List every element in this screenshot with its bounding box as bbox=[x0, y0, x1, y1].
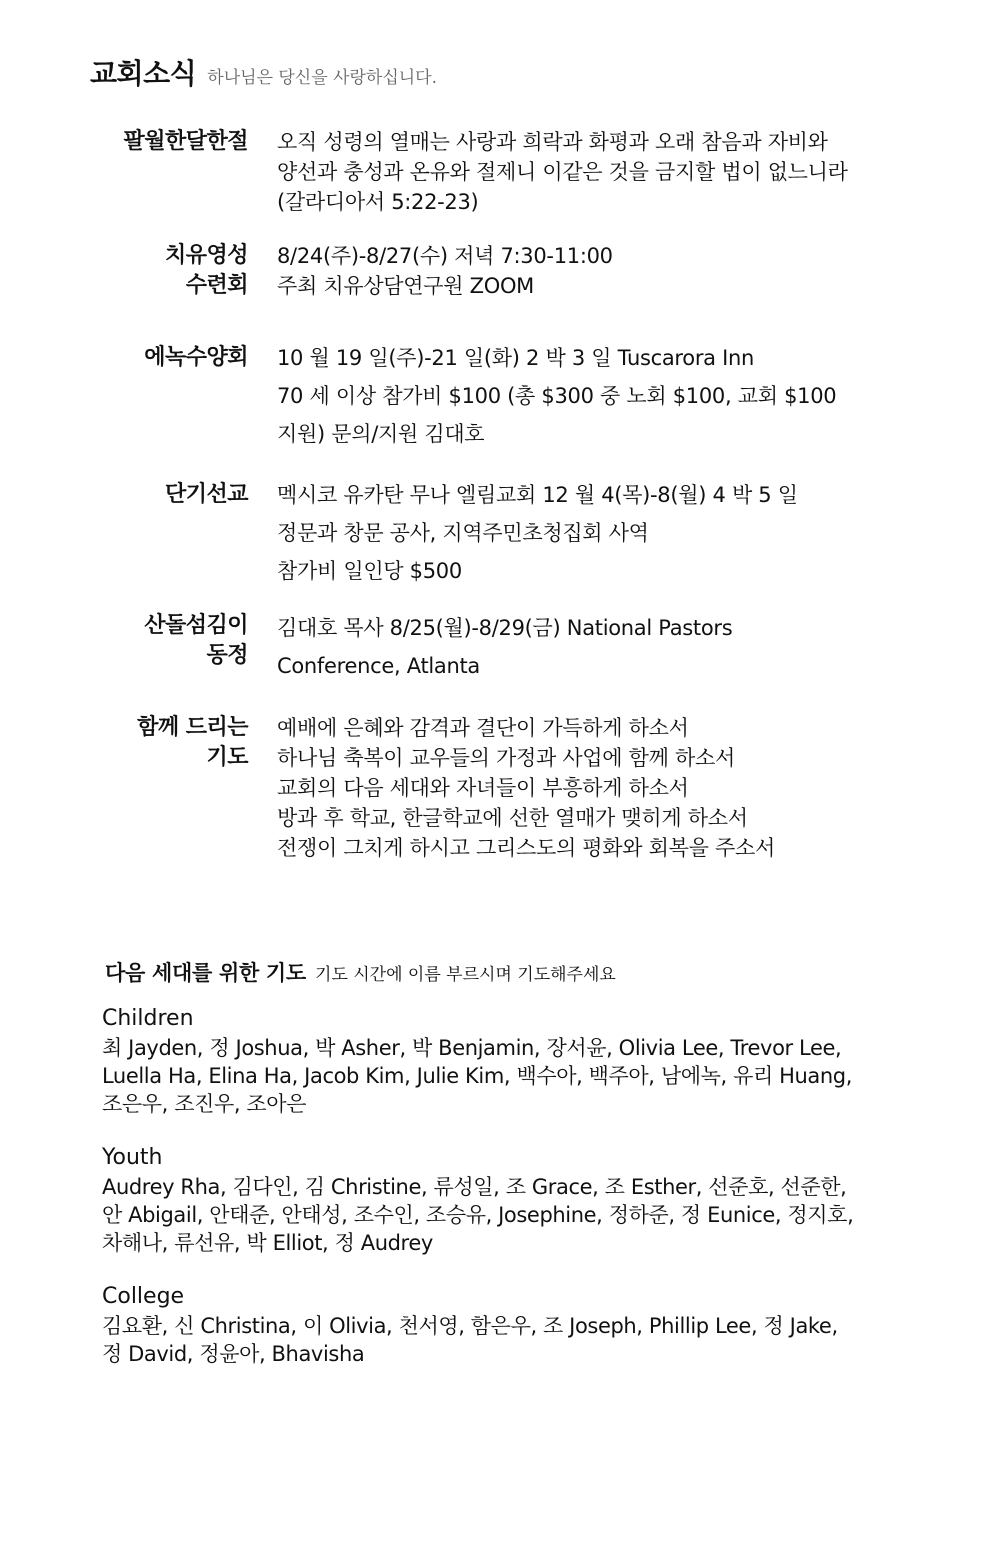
section-line: 예배에 은혜와 감격과 결단이 가득하게 하소서 bbox=[277, 716, 689, 740]
section-label bbox=[165, 480, 248, 510]
section-line: 멕시코 유카탄 무나 엘림교회 12 월 4(목)-8(월) 4 박 5 일 bbox=[277, 483, 798, 507]
page-subtitle: 하나님은 당신을 사랑하십니다. bbox=[207, 68, 437, 88]
names-line: Luella Ha, Elina Ha, Jacob Kim, Julie Kim, 백수아, 백주아, 남에녹, 유리 Huang, bbox=[102, 1064, 852, 1088]
names-line: 차해나, 류선유, 박 Elliot, 정 Audrey bbox=[102, 1231, 433, 1255]
prayer-header bbox=[105, 957, 616, 987]
section-label-line: 팔월한달한절 bbox=[123, 129, 248, 154]
group-title: Children bbox=[102, 1006, 194, 1031]
section-line: 참가비 일인당 $500 bbox=[277, 559, 462, 583]
section-line: 정문과 창문 공사, 지역주민초청집회 사역 bbox=[277, 521, 649, 545]
section-label-line: 치유영성 bbox=[164, 243, 248, 268]
section-label bbox=[144, 611, 248, 671]
section-line: 교회의 다음 세대와 자녀들이 부흥하게 하소서 bbox=[277, 776, 689, 800]
prayer-subtitle: 기도 시간에 이름 부르시며 기도해주세요 bbox=[315, 965, 616, 985]
group-title: Youth bbox=[102, 1145, 163, 1170]
section-label-line: 기도 bbox=[206, 745, 248, 770]
section-body bbox=[277, 241, 977, 301]
section-label bbox=[123, 127, 248, 157]
section-line: 방과 후 학교, 한글학교에 선한 열매가 맺히게 하소서 bbox=[277, 806, 748, 830]
section-line: (갈라디아서 5:22-23) bbox=[277, 190, 479, 214]
section-label-line: 산돌섬김이 bbox=[144, 613, 248, 638]
section-body bbox=[277, 127, 977, 217]
section-label-line: 에녹수양회 bbox=[144, 345, 248, 370]
section-label bbox=[165, 241, 248, 301]
section-label bbox=[144, 343, 248, 373]
section-body bbox=[277, 339, 977, 453]
prayer-group-youth bbox=[102, 1143, 932, 1257]
group-names bbox=[102, 1312, 932, 1368]
page-title: 교회소식 bbox=[90, 57, 197, 90]
prayer-group-college bbox=[102, 1282, 932, 1368]
section-line: 오직 성령의 열매는 사랑과 희락과 화평과 오래 참음과 자비와 bbox=[277, 130, 828, 154]
section-body bbox=[277, 609, 977, 685]
names-line: 정 David, 정윤아, Bhavisha bbox=[102, 1342, 365, 1366]
section-label-line: 함께 드리는 bbox=[137, 715, 248, 740]
section-line: 70 세 이상 참가비 $100 (총 $300 중 노회 $100, 교회 $100 bbox=[277, 384, 837, 408]
group-names bbox=[102, 1034, 932, 1118]
section-label bbox=[137, 713, 248, 773]
prayer-title: 다음 세대를 위한 기도 bbox=[105, 961, 306, 985]
section-body bbox=[277, 713, 977, 863]
names-line: 최 Jayden, 정 Joshua, 박 Asher, 박 Benjamin, 장서윤, Olivia Lee, Trevor Lee, bbox=[102, 1036, 842, 1060]
section-line: 지원) 문의/지원 김대호 bbox=[277, 422, 485, 446]
section-line: 하나님 축복이 교우들의 가정과 사업에 함께 하소서 bbox=[277, 746, 735, 770]
section-line: 8/24(주)-8/27(수) 저녁 7:30-11:00 bbox=[277, 244, 613, 268]
section-label-line: 단기선교 bbox=[164, 482, 248, 507]
section-line: Conference, Atlanta bbox=[277, 654, 480, 678]
prayer-group-children bbox=[102, 1004, 932, 1118]
names-line: Audrey Rha, 김다인, 김 Christine, 류성일, 조 Grace, 조 Esther, 선준호, 선준한, bbox=[102, 1175, 847, 1199]
section-label-line: 동정 bbox=[206, 643, 248, 668]
names-line: 김요환, 신 Christina, 이 Olivia, 천서영, 함은우, 조 Joseph, Phillip Lee, 정 Jake, bbox=[102, 1314, 838, 1338]
section-line: 주최 치유상담연구원 ZOOM bbox=[277, 274, 534, 298]
group-names bbox=[102, 1173, 932, 1257]
section-label-line: 수련회 bbox=[185, 273, 248, 298]
names-line: 안 Abigail, 안태준, 안태성, 조수인, 조승유, Josephine, 정하준, 정 Eunice, 정지호, bbox=[102, 1203, 854, 1227]
names-line: 조은우, 조진우, 조아은 bbox=[102, 1092, 307, 1116]
section-line: 양선과 충성과 온유와 절제니 이같은 것을 금지할 법이 없느니라 bbox=[277, 160, 848, 184]
section-line: 김대호 목사 8/25(월)-8/29(금) National Pastors bbox=[277, 616, 733, 640]
section-body bbox=[277, 476, 977, 590]
section-line: 전쟁이 그치게 하시고 그리스도의 평화와 회복을 주소서 bbox=[277, 836, 775, 860]
section-line: 10 월 19 일(주)-21 일(화) 2 박 3 일 Tuscarora Inn bbox=[277, 346, 755, 370]
group-title: College bbox=[102, 1284, 185, 1309]
bulletin-header bbox=[90, 52, 437, 92]
